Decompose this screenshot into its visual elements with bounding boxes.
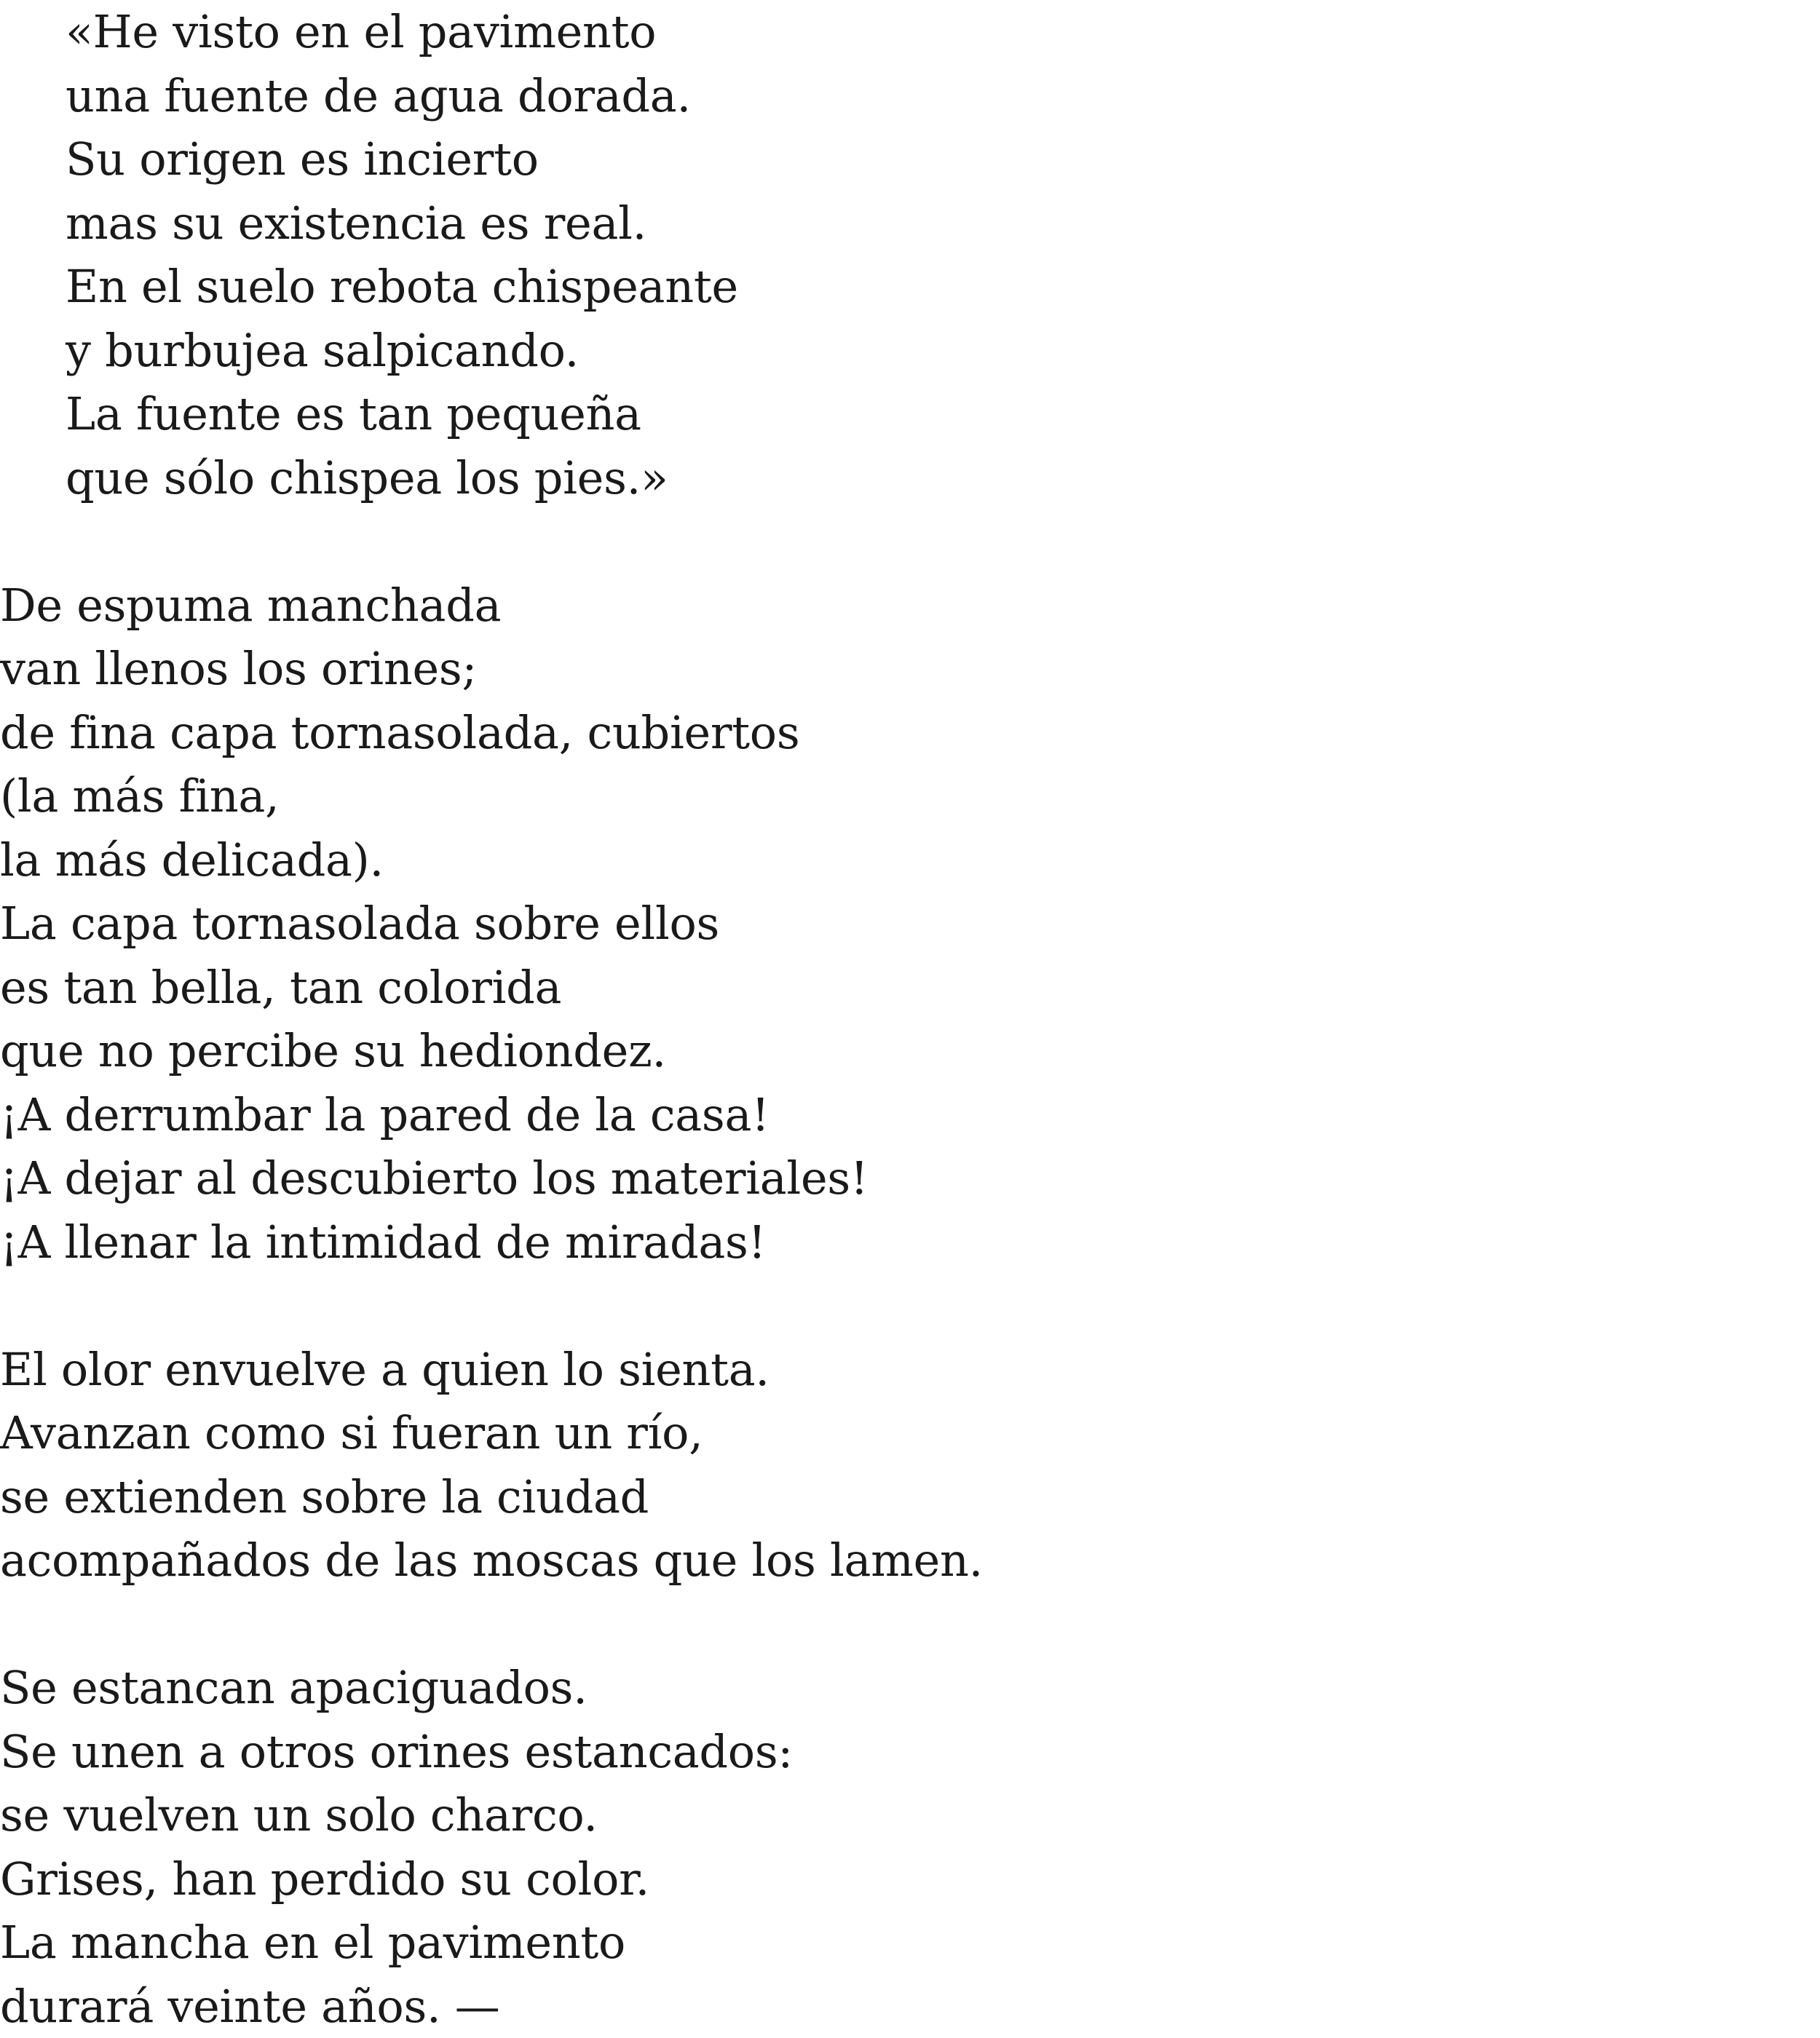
poem-line: De espuma manchada	[0, 574, 1820, 638]
poem-line: ¡A dejar al descubierto los materiales!	[0, 1146, 1820, 1210]
stanza-4	[0, 1656, 1820, 2038]
poem-line: se extienden sobre la ciudad	[0, 1465, 1820, 1529]
poem-line: Su origen es incierto	[0, 127, 1820, 191]
stanza-2	[0, 574, 1820, 1274]
poem-line: una fuente de agua dorada.	[0, 64, 1820, 128]
poem-line: La mancha en el pavimento	[0, 1911, 1820, 1975]
poem-line: Grises, han perdido su color.	[0, 1847, 1820, 1911]
poem-line: es tan bella, tan colorida	[0, 956, 1820, 1020]
poem-line: Se estancan apaciguados.	[0, 1656, 1820, 1720]
poem-line: mas su existencia es real.	[0, 191, 1820, 255]
poem-line: (la más fina,	[0, 764, 1820, 828]
poem-line: El olor envuelve a quien lo sienta.	[0, 1338, 1820, 1402]
stanza-3	[0, 1338, 1820, 1593]
stanza-break	[0, 510, 1820, 574]
poem-line: de fina capa tornasolada, cubiertos	[0, 701, 1820, 765]
poem-line: Avanzan como si fueran un río,	[0, 1401, 1820, 1465]
poem-line: La fuente es tan pequeña	[0, 382, 1820, 446]
poem-line: ¡A derrumbar la pared de la casa!	[0, 1083, 1820, 1147]
poem-line: van llenos los orines;	[0, 637, 1820, 701]
poem-line: En el suelo rebota chispeante	[0, 255, 1820, 319]
poem-line: Se unen a otros orines estancados:	[0, 1720, 1820, 1784]
poem-line: La capa tornasolada sobre ellos	[0, 892, 1820, 956]
poem-line: la más delicada).	[0, 828, 1820, 892]
stanza-break	[0, 1593, 1820, 1657]
poem-line: que no percibe su hediondez.	[0, 1019, 1820, 1083]
poem-line: se vuelven un solo charco.	[0, 1783, 1820, 1847]
poem-line: que sólo chispea los pies.»	[0, 446, 1820, 510]
poem-line: acompañados de las moscas que los lamen.	[0, 1528, 1820, 1593]
poem-line: durará veinte años. —	[0, 1975, 1820, 2038]
poem-line: «He visto en el pavimento	[0, 0, 1820, 64]
poem-line: y burbujea salpicando.	[0, 319, 1820, 383]
stanza-break	[0, 1274, 1820, 1338]
poem-line: ¡A llenar la intimidad de miradas!	[0, 1210, 1820, 1274]
stanza-1	[0, 0, 1820, 510]
